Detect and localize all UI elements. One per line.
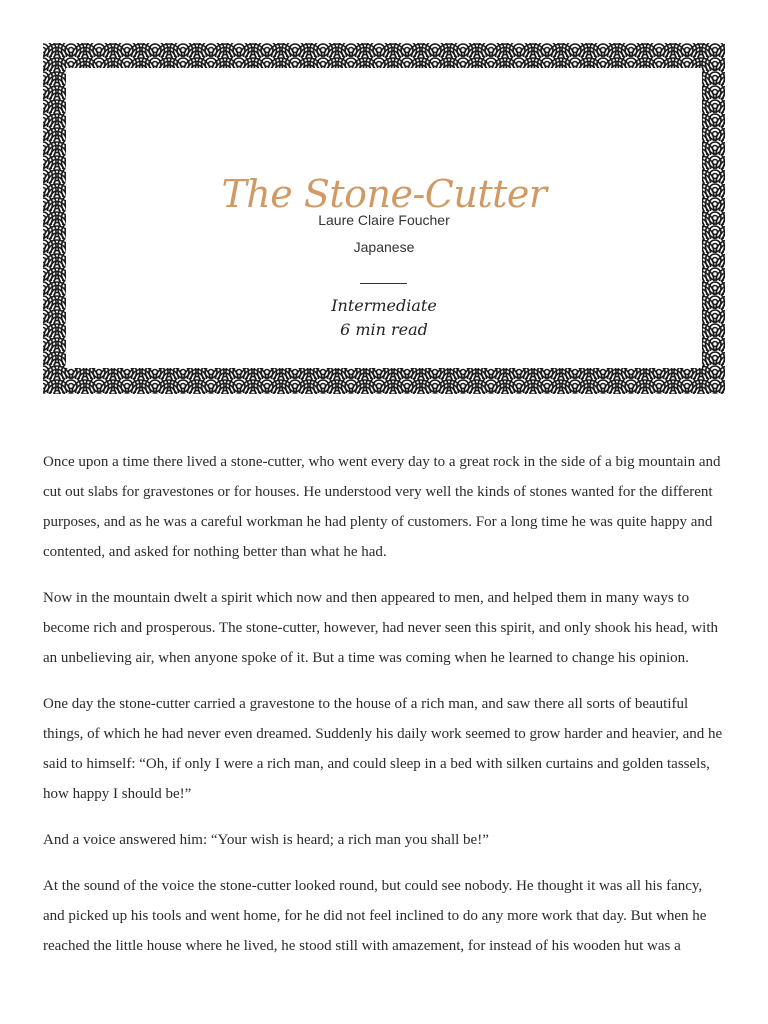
story-paragraph: And a voice answered him: “Your wish is heard; a rich man you shall be!” [43, 832, 489, 848]
story-paragraph: At the sound of the voice the stone-cutter looked round, but could see nobody. He thought it was all his fancy, and picked up his tools and went home, for he did not feel inclined to do any more work that day. But when he reached the little house where he lived, he stood still with amazement, for instead of his wooden hut was a [43, 878, 707, 954]
read-time: 6 min read [340, 320, 428, 339]
story-origin[interactable]: Japanese [353, 239, 415, 255]
title-card [66, 68, 702, 368]
story-paragraph: Now in the mountain dwelt a spirit which now and then appeared to men, and helped them in many ways to become rich and prosperous. The stone-cutter, however, had never seen this spirit, and only shook his head, with an unbelieving air, when anyone spoke of it. But a time was coming when he learned to change his opinion. [43, 590, 719, 666]
story-author[interactable]: Laure Claire Foucher [318, 212, 450, 228]
story-title: The Stone-Cutter [221, 172, 547, 216]
title-divider [360, 283, 407, 284]
reading-level: Intermediate [331, 296, 437, 315]
story-cover [43, 43, 725, 394]
story-paragraph: One day the stone-cutter carried a gravestone to the house of a rich man, and saw there all sorts of beautiful things, of which he had never even dreamed. Suddenly his daily work seemed to grow harder and heavier, and he said to himself: “Oh, if only I were a rich man, and could sleep in a bed with silken curtains and golden tassels, how happy I should be!” [43, 696, 723, 802]
story-body [43, 447, 725, 977]
story-paragraph: Once upon a time there lived a stone-cutter, who went every day to a great rock in the side of a big mountain and cut out slabs for gravestones or for houses. He understood very well the kinds of stones wanted for the different purposes, and as he was a careful workman he had plenty of customers. For a long time he was quite happy and contented, and asked for nothing better than what he had. [43, 454, 721, 560]
